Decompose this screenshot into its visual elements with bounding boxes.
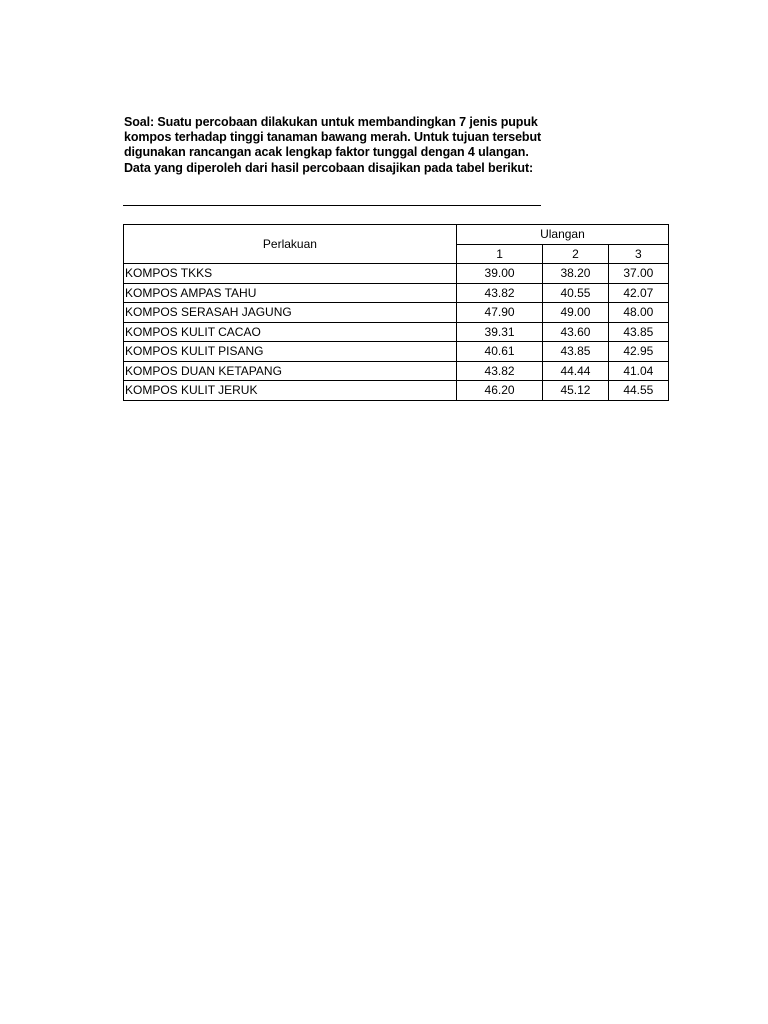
value-cell: 41.04 xyxy=(608,361,668,381)
value-cell: 47.90 xyxy=(456,303,542,323)
treatment-cell: KOMPOS KULIT PISANG xyxy=(124,342,457,362)
replicate-header-2: 2 xyxy=(543,244,608,264)
treatment-cell: KOMPOS KULIT JERUK xyxy=(124,381,457,401)
value-cell: 43.82 xyxy=(456,283,542,303)
value-cell: 45.12 xyxy=(543,381,608,401)
table-row xyxy=(124,381,669,401)
table-row xyxy=(124,342,669,362)
value-cell: 43.85 xyxy=(543,342,608,362)
value-cell: 44.44 xyxy=(543,361,608,381)
treatment-cell: KOMPOS KULIT CACAO xyxy=(124,322,457,342)
question-underline xyxy=(123,205,541,206)
replicate-header-1: 1 xyxy=(456,244,542,264)
value-cell: 37.00 xyxy=(608,264,668,284)
treatment-cell: KOMPOS TKKS xyxy=(124,264,457,284)
value-cell: 48.00 xyxy=(608,303,668,323)
replicate-group-header: Ulangan xyxy=(456,225,668,245)
table-row xyxy=(124,303,669,323)
table-row xyxy=(124,264,669,284)
question-text: Soal: Suatu percobaan dilakukan untuk membandingkan 7 jenis pupuk kompos terhadap tinggi tanaman bawang merah. Untuk tujuan tersebut digunakan rancangan acak lengkap faktor tunggal dengan 4 ulangan. Data yang diperoleh dari hasil percobaan disajikan pada tabel berikut: xyxy=(124,115,542,175)
data-table xyxy=(123,224,669,401)
treatment-cell: KOMPOS SERASAH JAGUNG xyxy=(124,303,457,323)
value-cell: 43.85 xyxy=(608,322,668,342)
value-cell: 44.55 xyxy=(608,381,668,401)
table-row xyxy=(124,322,669,342)
value-cell: 42.95 xyxy=(608,342,668,362)
treatment-header: Perlakuan xyxy=(124,225,457,264)
treatment-cell: KOMPOS AMPAS TAHU xyxy=(124,283,457,303)
value-cell: 39.00 xyxy=(456,264,542,284)
replicate-header-3: 3 xyxy=(608,244,668,264)
value-cell: 42.07 xyxy=(608,283,668,303)
value-cell: 40.55 xyxy=(543,283,608,303)
value-cell: 43.82 xyxy=(456,361,542,381)
value-cell: 46.20 xyxy=(456,381,542,401)
table-header-row xyxy=(124,225,669,245)
value-cell: 40.61 xyxy=(456,342,542,362)
value-cell: 38.20 xyxy=(543,264,608,284)
treatment-cell: KOMPOS DUAN KETAPANG xyxy=(124,361,457,381)
table-row xyxy=(124,283,669,303)
table-row xyxy=(124,361,669,381)
value-cell: 39.31 xyxy=(456,322,542,342)
value-cell: 43.60 xyxy=(543,322,608,342)
value-cell: 49.00 xyxy=(543,303,608,323)
